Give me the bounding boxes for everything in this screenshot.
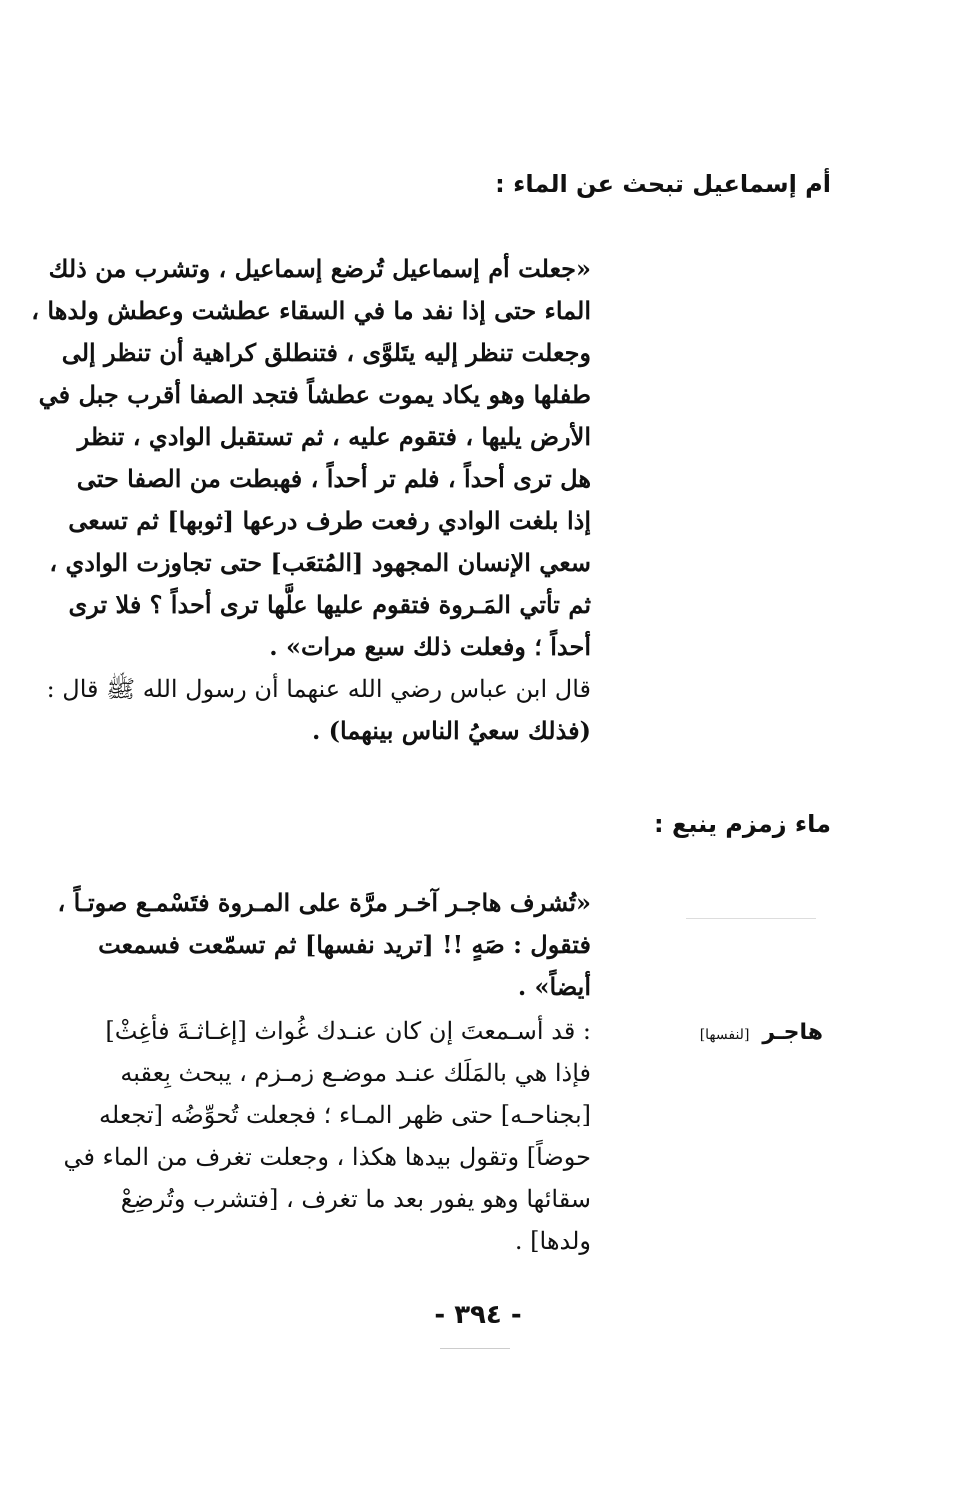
text-line: أيضاً» . <box>517 972 591 1001</box>
text-line: فتقول : صَهٍ !! [تريد نفسها] ثم تسمّعت فسمعت <box>98 930 591 959</box>
text-line: إذا بلغت الوادي رفعت طرف درعها [ثوبها] ثم تسعى <box>68 506 591 535</box>
text-line: قال ابن عباس رضي الله عنهما أن رسول الله ﷺ قال : <box>46 675 591 703</box>
page-number: - ٣٩٤ - <box>434 1300 522 1330</box>
text-line: فإذا هي بالمَلَك عنـد موضـع زمـزم ، يبحث بِعقبه <box>120 1059 591 1087</box>
text-line: «جعلت أم إسماعيل تُرضع إسماعيل ، وتشرب من ذلك <box>48 254 591 283</box>
text-line: الماء حتى إذا نفد ما في السقاء عطشت وعطش ولدها ، <box>31 296 591 325</box>
text-line: هل ترى أحداً ، فلم تر أحداً ، فهبطت من الصفا حتى <box>76 464 591 493</box>
text-line: سعي الإنسان المجهود [المُتعَب] حتى تجاوزت الوادي ، <box>49 548 591 577</box>
text-line: «تُشرف هاجـر آخـر مرَّة على المـروة فتَسْمـع صوتـاً ، <box>57 888 591 917</box>
speaker-name: هاجـر <box>762 1020 823 1045</box>
text-line: الأرض يليها ، فتقوم عليه ، ثم تستقبل الوادي ، تنظر <box>77 422 591 451</box>
quote-paragraph-hajar <box>57 882 591 1008</box>
text-line: وجعلت تنظر إليه يتَلوَّى ، فتنطلق كراهية أن تنظر إلى <box>61 338 591 367</box>
quote-paragraph-search-water <box>31 248 591 668</box>
text-line: أحداً ؛ وفعلت ذلك سبع مرات» . <box>269 632 591 661</box>
speaker-note: [لنفسها] <box>699 1027 750 1043</box>
text-line: طفلها وهو يكاد يموت عطشاً فتجد الصفا أقرب جبل في <box>38 380 591 409</box>
text-line: ولدها] . <box>514 1227 591 1255</box>
section-heading-zamzam: ماء زمزم ينبع : <box>654 810 831 838</box>
text-line: حوضاً] وتقول بيدها هكذا ، وجعلت تغرف من الماء في <box>63 1143 591 1171</box>
speaker-label <box>700 1020 823 1045</box>
text-line: (فذلك سعيُ الناس بينهما) . <box>311 716 591 745</box>
page-number-rule <box>440 1348 510 1349</box>
text-line: : قد أسـمعتَ إن كان عنـدك غُواث [إغـاثـةَ فأغِثْ] <box>105 1017 591 1045</box>
hadith-paragraph <box>46 668 591 752</box>
speech-paragraph <box>63 1010 591 1262</box>
text-line: [بجناحـه] حتى ظهر المـاء ؛ فجعلت تُحوِّضُه [تجعله <box>99 1101 591 1129</box>
text-line: ثم تأتي المَـروة فتقوم عليها علَّها ترى أحداً ؟ فلا ترى <box>68 590 591 619</box>
margin-divider <box>686 918 816 919</box>
text-line: سقائها وهو يفور بعد ما تغرف ، [فتشرب وتُرضِعْ <box>120 1185 591 1213</box>
section-heading-umm-ismail: أم إسماعيل تبحث عن الماء : <box>495 170 831 198</box>
